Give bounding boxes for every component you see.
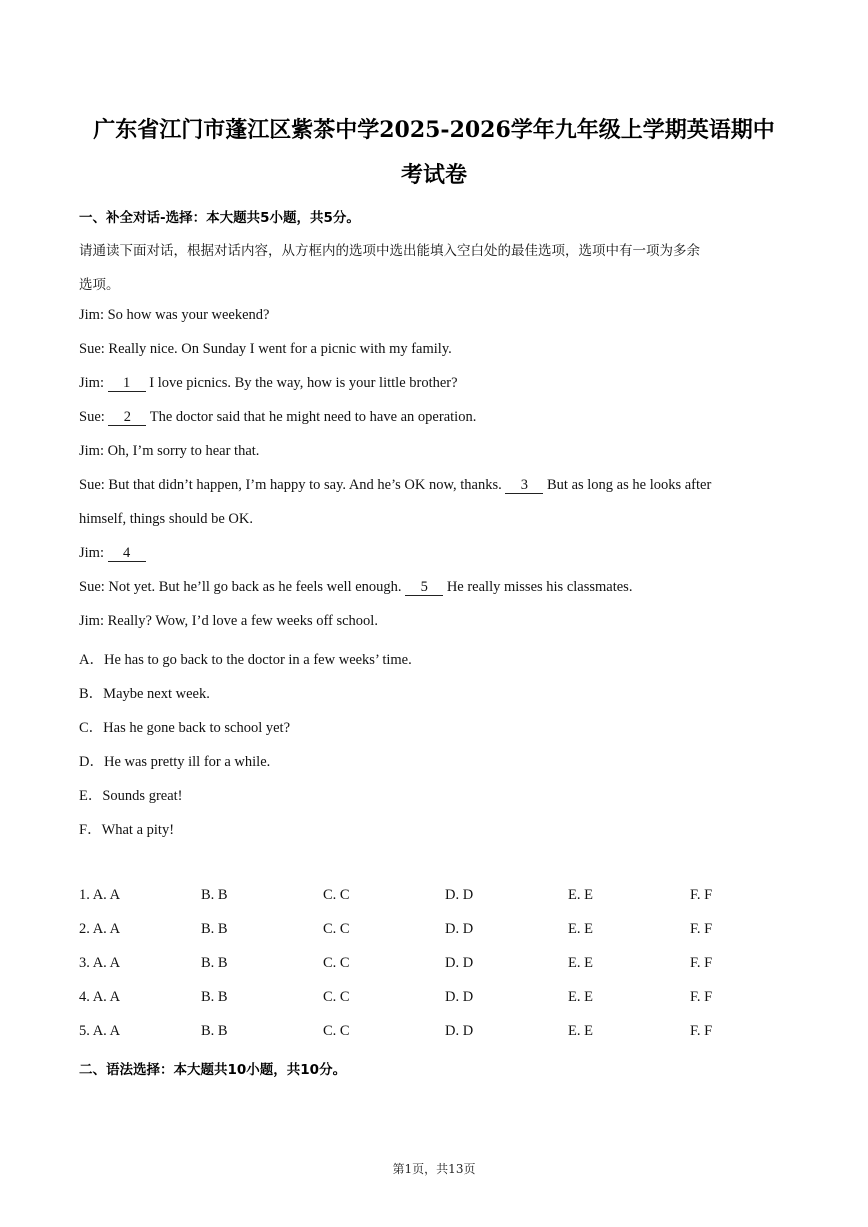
- answer-option[interactable]: F. F: [690, 1023, 713, 1039]
- section2-heading: 二、语法选择：本大题共10小题，共10分。: [79, 1062, 347, 1078]
- answer-option[interactable]: D. D: [445, 887, 474, 903]
- instruction-line1: 请通读下面对话，根据对话内容，从方框内的选项中选出能填入空白处的最佳选项，选项中有一项为多余: [79, 243, 700, 259]
- dialogue-text: Jim:: [79, 375, 108, 391]
- answer-option[interactable]: B. B: [201, 921, 228, 937]
- answer-option[interactable]: B. B: [201, 1023, 228, 1039]
- question-number-option[interactable]: 1. A. A: [79, 887, 121, 903]
- dialogue-text-after-blank: I love picnics. By the way, how is your little brother?: [145, 375, 458, 391]
- dialogue-text: Sue: Not yet. But he’ll go back as he feels well enough.: [79, 579, 406, 595]
- dialogue-text: Sue:: [79, 409, 109, 425]
- choice-item: C．Has he gone back to school yet?: [79, 720, 291, 736]
- answer-option[interactable]: F. F: [690, 921, 713, 937]
- answer-option[interactable]: E. E: [568, 921, 593, 937]
- question-number-option[interactable]: 5. A. A: [79, 1023, 121, 1039]
- answer-option[interactable]: E. E: [568, 955, 593, 971]
- dialogue-line: [79, 341, 452, 358]
- answer-option[interactable]: E. E: [568, 1023, 593, 1039]
- answer-blank: 3: [505, 478, 543, 494]
- dialogue-text-after-blank: But as long as he looks after: [543, 477, 712, 493]
- answer-option[interactable]: D. D: [445, 1023, 474, 1039]
- answer-option[interactable]: C. C: [323, 1023, 350, 1039]
- answer-blank: 5: [405, 580, 443, 596]
- dialogue-line: [79, 409, 476, 426]
- choice-item: F．What a pity!: [79, 822, 175, 838]
- page-title: 广东省江门市蓬江区紫茶中学2025-2026学年九年级上学期英语期中: [93, 117, 775, 143]
- dialogue-text: himself, things should be OK.: [79, 511, 253, 527]
- page-footer: 第1页，共13页: [392, 1162, 476, 1176]
- dialogue-text-after-blank: He really misses his classmates.: [443, 579, 633, 595]
- answer-blank: 2: [108, 410, 146, 426]
- dialogue-text: Jim: So how was your weekend?: [79, 307, 270, 323]
- answer-option[interactable]: D. D: [445, 955, 474, 971]
- choice-item: B．Maybe next week.: [79, 686, 210, 702]
- dialogue-text: Jim:: [79, 545, 108, 561]
- dialogue-line: [79, 307, 269, 324]
- choice-item: D．He was pretty ill for a while.: [79, 754, 271, 770]
- dialogue-line: [79, 511, 253, 528]
- question-number-option[interactable]: 3. A. A: [79, 955, 121, 971]
- dialogue-line: [79, 613, 378, 630]
- answer-option[interactable]: D. D: [445, 989, 474, 1005]
- answer-blank: 1: [108, 376, 146, 392]
- dialogue-line: [79, 545, 146, 562]
- dialogue-text: Jim: Really? Wow, I’d love a few weeks off school.: [79, 613, 378, 629]
- answer-option[interactable]: F. F: [690, 989, 713, 1005]
- answer-option[interactable]: B. B: [201, 955, 228, 971]
- instruction-line2: 选项。: [79, 277, 120, 293]
- question-row: [79, 921, 819, 941]
- question-number-option[interactable]: 2. A. A: [79, 921, 121, 937]
- question-number-option[interactable]: 4. A. A: [79, 989, 121, 1005]
- dialogue-line: [79, 579, 632, 596]
- question-row: [79, 955, 819, 975]
- answer-option[interactable]: D. D: [445, 921, 474, 937]
- dialogue-line: [79, 477, 711, 494]
- page-title-line2: 考试卷: [400, 162, 467, 188]
- dialogue-text: Sue: But that didn’t happen, I’m happy to say. And he’s OK now, thanks.: [79, 477, 506, 493]
- answer-option[interactable]: C. C: [323, 955, 350, 971]
- dialogue-text: Sue: Really nice. On Sunday I went for a picnic with my family.: [79, 341, 452, 357]
- question-row: [79, 989, 819, 1009]
- choice-item: E．Sounds great!: [79, 788, 183, 804]
- answer-option[interactable]: C. C: [323, 921, 350, 937]
- choice-item: A．He has to go back to the doctor in a few weeks’ time.: [79, 652, 412, 668]
- dialogue-text-after-blank: The doctor said that he might need to have an operation.: [146, 409, 477, 425]
- answer-option[interactable]: B. B: [201, 989, 228, 1005]
- answer-blank: 4: [108, 546, 146, 562]
- question-row: [79, 1023, 819, 1043]
- section1-heading: 一、补全对话-选择：本大题共5小题，共5分。: [79, 210, 360, 226]
- answer-option[interactable]: E. E: [568, 887, 593, 903]
- question-row: [79, 887, 819, 907]
- answer-option[interactable]: C. C: [323, 887, 350, 903]
- answer-option[interactable]: F. F: [690, 955, 713, 971]
- dialogue-line: [79, 375, 458, 392]
- answer-option[interactable]: E. E: [568, 989, 593, 1005]
- dialogue-line: [79, 443, 259, 460]
- answer-option[interactable]: B. B: [201, 887, 228, 903]
- answer-option[interactable]: F. F: [690, 887, 713, 903]
- answer-option[interactable]: C. C: [323, 989, 350, 1005]
- dialogue-text: Jim: Oh, I’m sorry to hear that.: [79, 443, 260, 459]
